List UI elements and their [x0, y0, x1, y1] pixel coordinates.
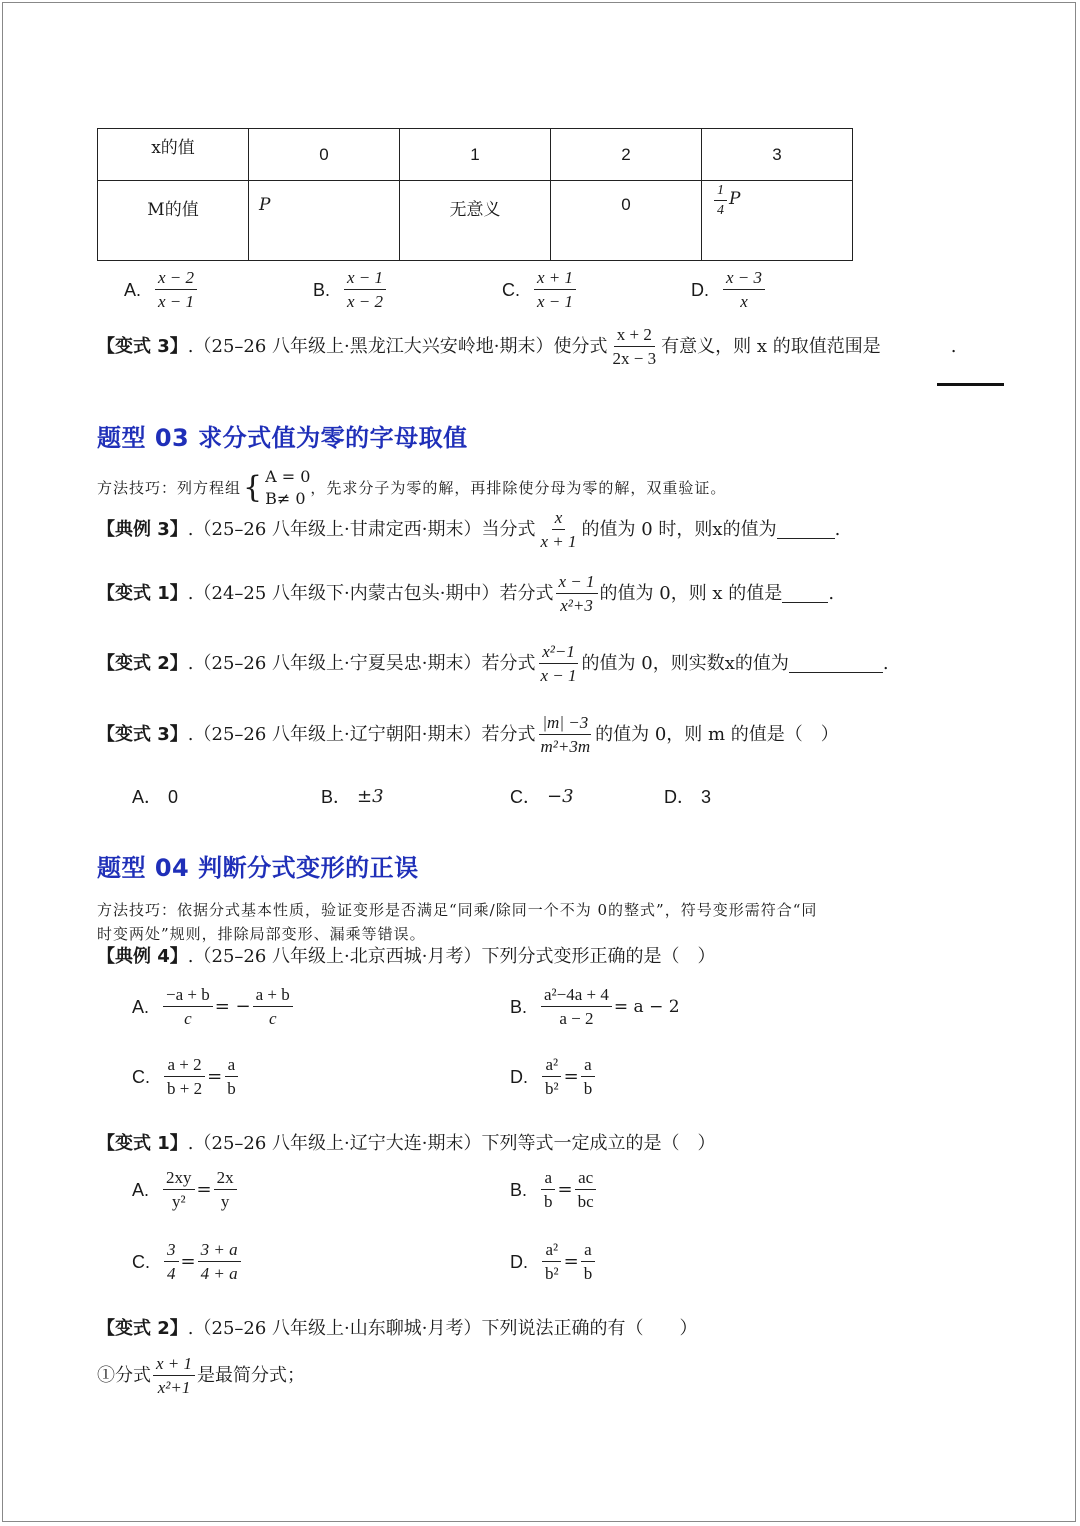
question-text: .（25–26 八年级上·辽宁大连·期末）下列等式一定成立的是（ ）	[187, 1133, 716, 1154]
frac-den: bc	[577, 1192, 594, 1211]
frac-den: b	[583, 1079, 593, 1098]
frac-num: 3	[164, 1240, 179, 1262]
frac-den: b	[544, 1192, 553, 1211]
frac-var: P	[729, 189, 741, 209]
equals-sign: =	[196, 1178, 212, 1200]
frac-num: 1	[714, 183, 727, 201]
frac-den: m²+3m	[540, 737, 591, 756]
frac-den: b + 2	[167, 1079, 203, 1098]
option-label: A.	[124, 279, 142, 300]
question-text: .（25–26 八年级上·北京西城·月考）下列分式变形正确的是（ ）	[187, 946, 716, 967]
option-b[interactable]	[321, 786, 384, 808]
option-label: B.	[510, 1179, 528, 1200]
frac-num: a + b	[253, 985, 293, 1007]
option-a[interactable]	[132, 1168, 239, 1211]
option-label: D.	[510, 1251, 528, 1272]
frac-den: b²	[545, 1079, 559, 1098]
frac-num: x + 1	[534, 268, 576, 290]
frac-num: x²−1	[539, 642, 578, 664]
frac-num: 2xy	[163, 1168, 195, 1190]
question-text: .（25–26 八年级上·宁夏吴忠·期末）若分式	[187, 652, 536, 674]
question-tag: 【变式 1】	[97, 1133, 188, 1154]
frac-den: x − 2	[347, 292, 384, 311]
question-tag: 【变式 2】	[97, 652, 188, 674]
expression: = a − 2	[613, 996, 680, 1017]
question-tag: 【变式 1】	[97, 582, 188, 604]
frac-num: ac	[575, 1168, 596, 1190]
equals-sign: =	[180, 1250, 196, 1272]
frac-den: y	[220, 1192, 230, 1211]
option-label: B.	[313, 279, 331, 300]
option-label: C.	[502, 279, 520, 300]
frac-num: a²	[542, 1240, 561, 1262]
option-c[interactable]	[132, 1240, 243, 1283]
question-end: .	[882, 652, 889, 674]
option-c[interactable]	[132, 1055, 241, 1098]
frac-num: −a + b	[163, 985, 213, 1007]
option-label: C.	[132, 1251, 150, 1272]
frac-den: y²	[171, 1192, 186, 1211]
frac-den: 4	[167, 1264, 176, 1283]
question-s4-v1	[97, 1133, 716, 1155]
question-text: 的值为 0，则实数x的值为	[581, 652, 789, 674]
frac-num: a	[225, 1055, 239, 1077]
frac-num: a²−4a + 4	[541, 985, 612, 1007]
option-b[interactable]	[313, 268, 388, 311]
question-text: .（25–26 八年级上·辽宁朝阳·期末）若分式	[187, 723, 536, 745]
frac-den: x	[740, 292, 748, 311]
equation-system	[265, 466, 310, 510]
frac-num: a + 2	[164, 1055, 204, 1077]
frac-num: x + 1	[153, 1354, 195, 1376]
tip-text: ，先求分子为零的解，再排除使分母为零的解，双重验证。	[310, 479, 727, 497]
equals-sign: =	[563, 1065, 579, 1087]
tip-text: 时变两处”规则，排除局部变形、漏乘等错误。	[97, 925, 426, 943]
equals-sign: =	[207, 1065, 223, 1087]
statement-text: ①分式	[97, 1364, 151, 1386]
table-header-m: M的值	[98, 181, 249, 261]
question-tag: 【典例 4】	[97, 946, 188, 967]
option-value: 0	[168, 787, 179, 807]
question-s2-v3	[97, 325, 956, 368]
table-cell: P	[249, 181, 400, 261]
frac-num: a	[581, 1240, 595, 1262]
equation: B≠ 0	[265, 489, 306, 508]
method-tip	[97, 465, 726, 511]
frac-den: c	[184, 1009, 192, 1028]
question-ex3	[97, 508, 840, 551]
method-tip	[97, 898, 817, 946]
option-d[interactable]	[664, 786, 711, 808]
frac-num: x + 2	[614, 325, 655, 347]
option-b[interactable]	[510, 985, 680, 1028]
frac-num: x − 2	[155, 268, 197, 290]
frac-den: 4 + a	[200, 1264, 238, 1283]
option-label: A．	[132, 787, 163, 807]
option-value: −3	[547, 786, 574, 807]
tip-text: 方法技巧：列方程组	[97, 479, 242, 497]
equals-sign: =	[557, 1178, 573, 1200]
equation: A = 0	[265, 467, 311, 486]
brace-icon: {	[243, 470, 264, 505]
frac-num: a²	[542, 1055, 561, 1077]
frac-num: 3 + a	[198, 1240, 241, 1262]
frac-num: |m| −3	[539, 713, 591, 735]
frac-den: x²+1	[157, 1378, 191, 1397]
question-s4-v2	[97, 1318, 698, 1340]
statement-1	[97, 1354, 305, 1397]
option-label: D.	[510, 1066, 528, 1087]
table-header-x: x的值	[98, 129, 249, 181]
option-a[interactable]	[124, 268, 199, 311]
option-b[interactable]	[510, 1168, 599, 1211]
statement-text: 是最简分式；	[197, 1364, 306, 1386]
frac-den: b	[227, 1079, 236, 1098]
option-label: C.	[132, 1066, 150, 1087]
option-a[interactable]	[132, 786, 178, 808]
answer-blank[interactable]	[777, 520, 835, 539]
table-cell: 1	[400, 129, 551, 181]
value-table	[97, 128, 853, 261]
frac-den: x − 1	[540, 666, 577, 685]
question-end: .	[834, 518, 841, 540]
question-text: 有意义，则 x 的取值范围是	[661, 335, 881, 357]
question-s3-v3	[97, 713, 839, 756]
option-c[interactable]	[510, 786, 574, 808]
option-d[interactable]	[691, 268, 767, 311]
question-s3-v1	[97, 572, 834, 615]
tip-text: 方法技巧：依据分式基本性质，验证变形是否满足“同乘/除同一个不为 0的整式”，符号变形需符合“同	[97, 901, 818, 919]
option-label: D．	[664, 787, 695, 807]
question-tag: 【变式 2】	[97, 1318, 188, 1339]
question-tag: 【变式 3】	[97, 723, 188, 745]
equals-sign: = −	[214, 995, 251, 1017]
option-value: ±3	[357, 786, 384, 807]
answer-blank[interactable]	[937, 383, 1004, 386]
option-label: D.	[691, 279, 709, 300]
equals-sign: =	[563, 1250, 579, 1272]
section-title: 题型 03 求分式值为零的字母取值	[97, 424, 468, 452]
option-d[interactable]	[510, 1055, 597, 1098]
option-label: B．	[321, 787, 352, 807]
option-label: A.	[132, 996, 150, 1017]
question-text: .（24–25 八年级下·内蒙古包头·期中）若分式	[187, 582, 554, 604]
section-title: 题型 04 判断分式变形的正误	[97, 854, 419, 882]
frac-den: x²+3	[560, 596, 593, 615]
frac-num: x − 1	[556, 572, 598, 594]
frac-num: x − 3	[723, 268, 765, 290]
table-cell	[702, 181, 853, 261]
frac-num: x − 1	[344, 268, 386, 290]
frac-den: x + 1	[540, 532, 577, 551]
question-tag: 【变式 3】	[97, 335, 188, 357]
answer-blank[interactable]	[782, 584, 828, 603]
table-cell: 无意义	[400, 181, 551, 261]
frac-den: b	[583, 1264, 593, 1283]
question-ex4	[97, 946, 716, 968]
question-end: .	[950, 335, 957, 357]
frac-den: b²	[545, 1264, 559, 1283]
option-label: C．	[510, 787, 541, 807]
question-text: 的值为 0，则 x 的值是	[599, 582, 783, 604]
option-label: A.	[132, 1179, 150, 1200]
frac-den: 2x − 3	[612, 349, 657, 368]
frac-den: 4	[717, 203, 724, 218]
frac-num: a	[541, 1168, 555, 1190]
frac-num: a	[581, 1055, 595, 1077]
option-d[interactable]	[510, 1240, 597, 1283]
frac-den: x − 1	[537, 292, 574, 311]
answer-blank[interactable]	[789, 654, 883, 673]
table-cell: 0	[249, 129, 400, 181]
question-text: .（25–26 八年级上·山东聊城·月考）下列说法正确的有（ ）	[187, 1318, 698, 1339]
frac-den: c	[268, 1009, 277, 1028]
frac-den: x − 1	[158, 292, 195, 311]
option-label: B.	[510, 996, 528, 1017]
question-tag: 【典例 3】	[97, 518, 188, 540]
frac-den: a − 2	[559, 1009, 594, 1028]
question-text: 的值为 0 时，则x的值为	[581, 518, 777, 540]
option-a[interactable]	[132, 985, 295, 1028]
question-text: .（25–26 八年级上·甘肃定西·期末）当分式	[187, 518, 536, 540]
table-cell: 2	[551, 129, 702, 181]
question-end: .	[828, 582, 835, 604]
question-s3-v2	[97, 642, 889, 685]
frac-num: x	[552, 508, 566, 530]
table-cell: 3	[702, 129, 853, 181]
option-c[interactable]	[502, 268, 578, 311]
question-text: .（25–26 八年级上·黑龙江大兴安岭地·期末）使分式	[187, 335, 608, 357]
table-cell: 0	[551, 181, 702, 261]
option-value: 3	[701, 787, 712, 807]
frac-num: 2x	[214, 1168, 237, 1190]
question-text: 的值为 0，则 m 的值是（ ）	[595, 723, 839, 745]
